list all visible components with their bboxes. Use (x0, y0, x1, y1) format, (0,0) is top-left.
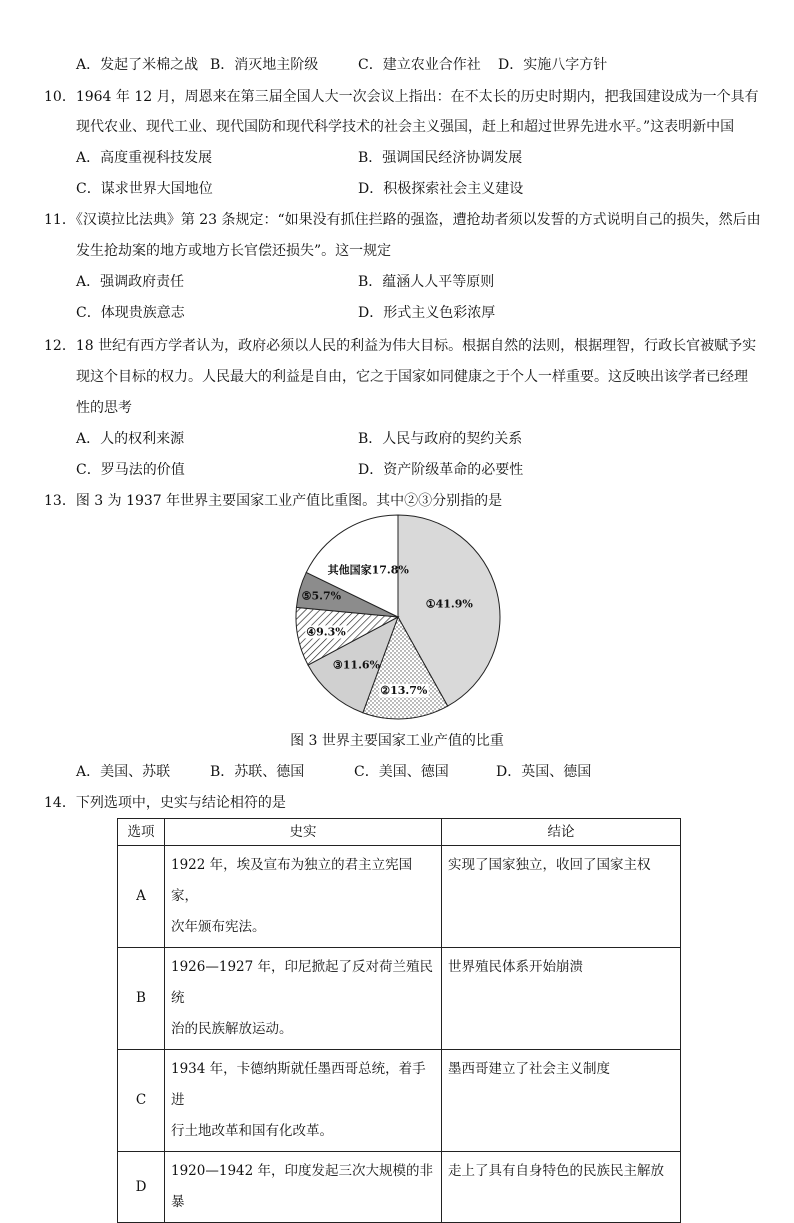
row-option: D (118, 1152, 165, 1223)
q9-option-d: D．实施八字方针 (498, 57, 608, 73)
row-conclusion: 走上了具有自身特色的民族民主解放 (442, 1152, 681, 1223)
slice-4-label: ④9.3% (306, 625, 346, 639)
figure-caption: 图 3 世界主要国家工业产值的比重 (290, 733, 504, 749)
q12-option-a: A．人的权利来源 (76, 431, 185, 447)
q13-option-c: C．美国、德国 (354, 764, 449, 780)
row-conclusion: 实现了国家独立，收回了国家主权 (442, 846, 681, 948)
q10-option-d: D．积极探索社会主义建设 (358, 181, 524, 197)
header-option: 选项 (118, 819, 165, 846)
row-fact: 1926—1927 年，印尼掀起了反对荷兰殖民统 治的民族解放运动。 (165, 948, 442, 1050)
table-row (118, 846, 681, 948)
q11-stem-line2: 发生抢劫案的地方或地方长官偿还损失”。这一规定 (76, 243, 392, 259)
q10-option-b: B．强调国民经济协调发展 (358, 150, 523, 166)
q11-option-c: C．体现贵族意志 (76, 305, 185, 321)
slice-1-label: ①41.9% (425, 597, 473, 611)
row-option: B (118, 948, 165, 1050)
q12-option-d: D．资产阶级革命的必要性 (358, 462, 524, 478)
q10-option-a: A．高度重视科技发展 (76, 150, 213, 166)
q9-option-b: B．消灭地主阶级 (210, 57, 319, 73)
table-row (118, 1152, 681, 1223)
slice-5-label: ⑤5.7% (301, 589, 342, 603)
header-fact: 史实 (165, 819, 442, 846)
q14-stem: 14．下列选项中，史实与结论相符的是 (44, 795, 286, 811)
q11-option-a: A．强调政府责任 (76, 274, 185, 290)
slice-3-label: ③11.6% (332, 658, 381, 672)
q11-option-b: B．蕴涵人人平等原则 (358, 274, 495, 290)
q12-option-b: B．人民与政府的契约关系 (358, 431, 523, 447)
q10-option-c: C．谋求世界大国地位 (76, 181, 213, 197)
slice-2-label: ②13.7% (380, 684, 428, 698)
slice-others-label: 其他国家17.8% (327, 563, 409, 577)
row-conclusion: 世界殖民体系开始崩溃 (442, 948, 681, 1050)
table-header-row (118, 819, 681, 846)
q13-option-d: D．英国、德国 (496, 764, 592, 780)
q12-stem-line2: 现这个目标的权力。人民最大的利益是自由，它之于国家如同健康之于个人一样重要。这反映出该学者已经理 (76, 369, 748, 385)
q12-stem-line3: 性的思考 (76, 400, 132, 416)
row-conclusion: 墨西哥建立了社会主义制度 (442, 1050, 681, 1152)
header-conclusion: 结论 (442, 819, 681, 846)
q11-option-d: D．形式主义色彩浓厚 (358, 305, 496, 321)
table-row (118, 1050, 681, 1152)
q11-stem-line1: 11．《汉谟拉比法典》第 23 条规定：“如果没有抓住拦路的强盗，遭抢劫者须以发誓的方式说明自己的损失，然后由 (44, 212, 761, 228)
q10-stem-line1: 10．1964 年 12 月，周恩来在第三届全国人大一次会议上指出：在不太长的历史时期内，把我国建设成为一个具有 (44, 89, 759, 105)
q13-option-b: B．苏联、德国 (210, 764, 305, 780)
q9-option-a: A．发起了米棉之战 (76, 57, 199, 73)
row-option: A (118, 846, 165, 948)
row-option: C (118, 1050, 165, 1152)
pie-chart (290, 512, 510, 727)
q9-option-c: C．建立农业合作社 (358, 57, 481, 73)
q12-option-c: C．罗马法的价值 (76, 462, 185, 478)
q12-stem-line1: 12．18 世纪有西方学者认为，政府必须以人民的利益为伟大目标。根据自然的法则，根据理智，行政长官被赋予实 (44, 338, 757, 354)
q13-option-a: A．美国、苏联 (76, 764, 171, 780)
row-fact: 1922 年，埃及宣布为独立的君主立宪国家， 次年颁布宪法。 (165, 846, 442, 948)
q10-stem-line2: 现代农业、现代工业、现代国防和现代科学技术的社会主义强国，赶上和超过世界先进水平。”这表明新中国 (76, 119, 735, 135)
q14-table (117, 818, 681, 1223)
q13-stem: 13．图 3 为 1937 年世界主要国家工业产值比重图。其中②③分别指的是 (44, 493, 503, 509)
row-fact: 1934 年，卡德纳斯就任墨西哥总统，着手进 行土地改革和国有化改革。 (165, 1050, 442, 1152)
table-row (118, 948, 681, 1050)
row-fact: 1920—1942 年，印度发起三次大规模的非暴 (165, 1152, 442, 1223)
